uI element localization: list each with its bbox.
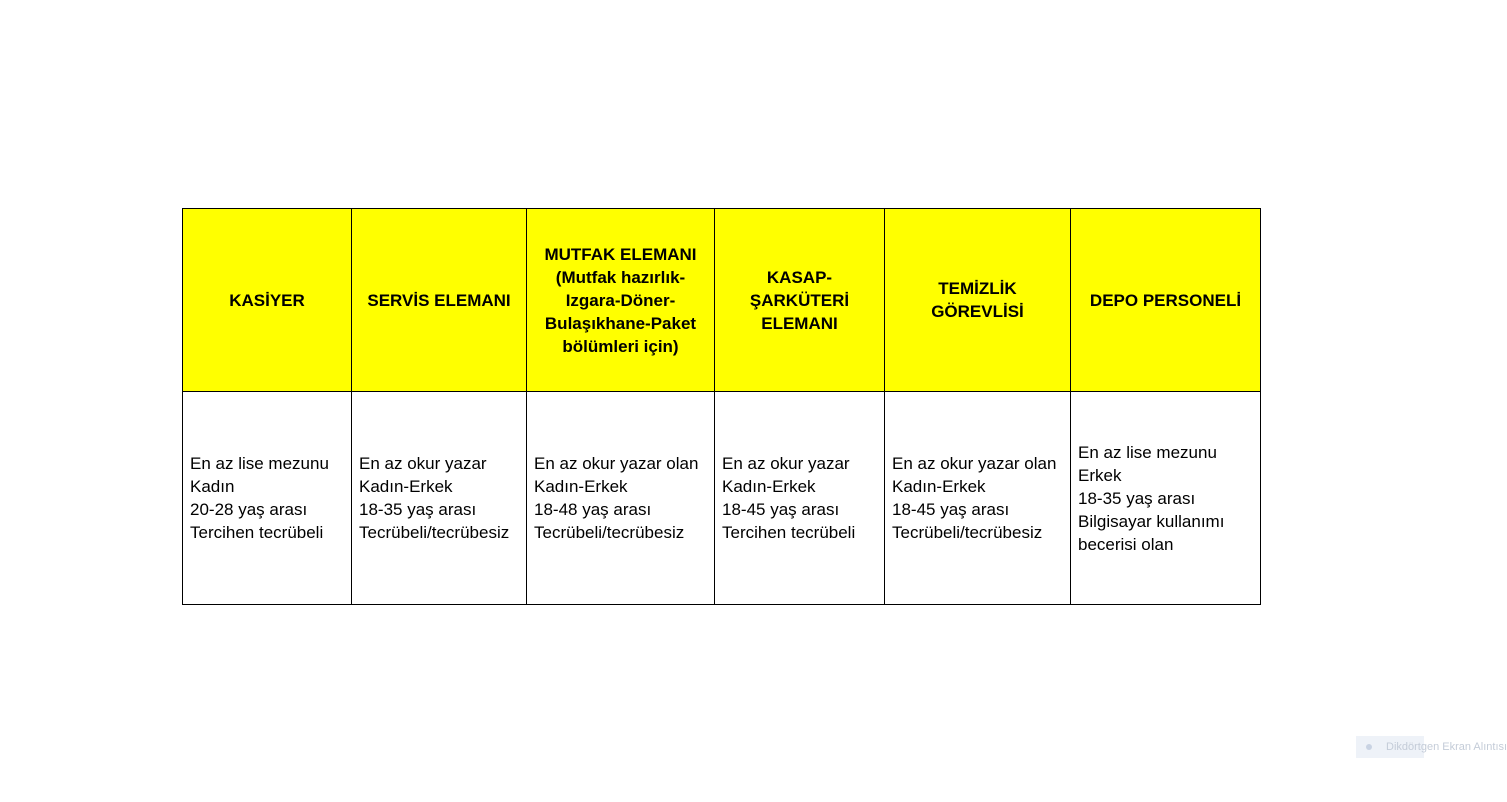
header-cleaning-staff: TEMİZLİK GÖREVLİSİ (885, 209, 1071, 392)
header-row (183, 209, 1261, 392)
job-requirements-table (182, 208, 1261, 605)
header-kitchen-staff: MUTFAK ELEMANI (Mutfak hazırlık- Izgara-Döner- Bulaşıkhane-Paket bölümleri için) (527, 209, 715, 392)
snipping-tool-indicator[interactable] (1356, 736, 1507, 758)
header-service-staff: SERVİS ELEMANI (352, 209, 527, 392)
requirements-row (183, 392, 1261, 605)
header-cashier: KASİYER (183, 209, 352, 392)
cell-cashier-requirements: En az lise mezunu Kadın 20-28 yaş arası Tercihen tecrübeli (183, 392, 352, 605)
cell-kitchen-requirements: En az okur yazar olan Kadın-Erkek 18-48 yaş arası Tecrübeli/tecrübesiz (527, 392, 715, 605)
cell-service-requirements: En az okur yazar Kadın-Erkek 18-35 yaş arası Tecrübeli/tecrübesiz (352, 392, 527, 605)
header-butcher-deli-staff: KASAP-ŞARKÜTERİ ELEMANI (715, 209, 885, 392)
snipping-tool-label: Dikdörtgen Ekran Alıntısı (1386, 741, 1507, 753)
header-warehouse-staff: DEPO PERSONELİ (1071, 209, 1261, 392)
cell-warehouse-requirements: En az lise mezunu Erkek 18-35 yaş arası Bilgisayar kullanımı becerisi olan (1071, 392, 1261, 605)
cell-butcher-requirements: En az okur yazar Kadın-Erkek 18-45 yaş arası Tercihen tecrübeli (715, 392, 885, 605)
cell-cleaning-requirements: En az okur yazar olan Kadın-Erkek 18-45 yaş arası Tecrübeli/tecrübesiz (885, 392, 1071, 605)
record-dot-icon (1366, 744, 1372, 750)
